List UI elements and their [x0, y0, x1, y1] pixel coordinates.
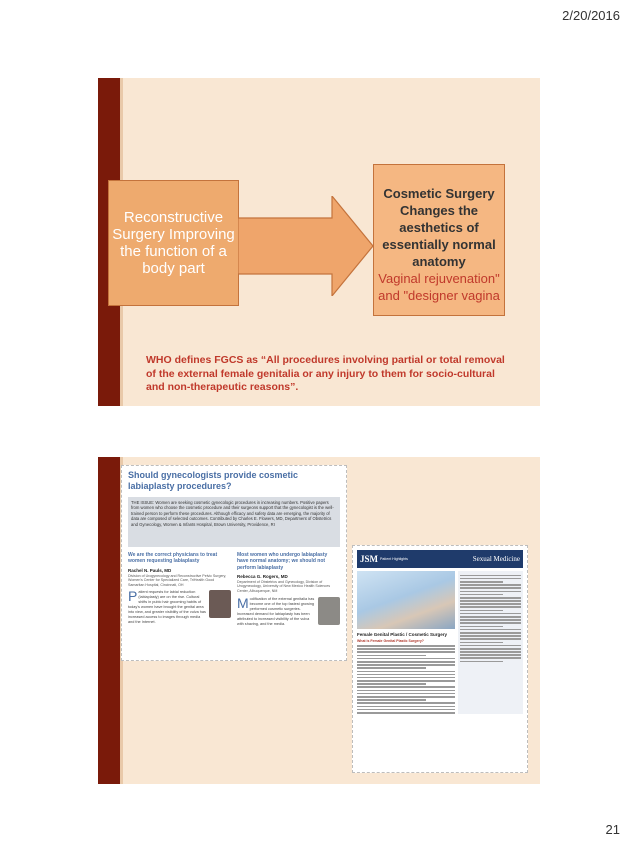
text-line [460, 587, 521, 589]
column-affiliation: Department of Obstetrics and Gynecology, Division of Urogynecology, University of New Mexico Health Sciences Center, Albuquerque, NM [237, 579, 331, 594]
text-line [460, 584, 521, 586]
article-column-con [237, 552, 340, 627]
text-line [460, 651, 521, 653]
text-line [460, 597, 521, 599]
article-question: What is Female Genital Plastic Surgery? [357, 639, 424, 644]
article-clipping-labiaplasty [121, 465, 347, 661]
text-line [460, 661, 503, 663]
text-line [357, 683, 426, 685]
text-line [460, 616, 521, 618]
drop-cap: M [237, 594, 249, 611]
journal-section: Patient Highlights [380, 556, 408, 561]
text-line [357, 680, 455, 682]
slide-accent-bar [98, 457, 120, 784]
author-photo [318, 597, 340, 625]
column-body-text: atient requests for labial reduction (labiaplasty) are on the rise. Cultural shifts in pubic hair grooming habits of today's women have brought the genital area into view, and greater visibility of the vulva has increased access to images through media and the Internet. [128, 590, 206, 625]
text-line [460, 632, 521, 634]
cosmetic-surgery-box [373, 164, 505, 316]
text-line [357, 712, 455, 714]
text-line [460, 613, 521, 615]
column-affiliation: Division of Urogynecology and Reconstructive Pelvic Surgery, Women's Center for Specialized Care, TriHealth Good Samaritan Hospital, Cincinnati, OH [128, 573, 227, 587]
text-line [357, 706, 455, 708]
text-line [460, 594, 503, 596]
date-label: 2/20/2016 [562, 8, 620, 23]
slide-2 [98, 457, 540, 784]
text-line [460, 610, 503, 612]
text-line [460, 591, 521, 593]
author-photo [209, 590, 231, 618]
reconstructive-surgery-text: Reconstructive Surgery Improving the function of a body part [112, 209, 235, 277]
text-line [460, 619, 521, 621]
text-line [357, 661, 455, 663]
text-line [357, 709, 455, 711]
text-line [357, 651, 455, 653]
text-line [357, 686, 455, 688]
text-line [460, 629, 521, 631]
article-abstract: THE ISSUE: Women are seeking cosmetic gynecologic procedures in increasing numbers. Positive papers from women who choose the cosmetic procedure and their surgeons support that the gynecologist is the well-trained person to perform these procedures. Although efficacy and safety data are emerging, the majority of data are composed of selected outcomes. Contributed by Charles E. Flowers, MD, Department of Obstetrics and Gynecology, Women & Infants Hospital, Brown University, Providence, RI [128, 497, 340, 547]
cosmetic-surgery-examples: Vaginal rejuvenation" and "designer vagina [378, 271, 500, 303]
text-line [460, 657, 521, 659]
page-number: 21 [605, 822, 620, 837]
jsm-patient-highlights-page [352, 545, 528, 773]
slide-1 [98, 78, 540, 406]
cosmetic-surgery-title: Cosmetic Surgery Changes the aesthetics of essentially normal anatomy [382, 186, 496, 269]
text-line [357, 696, 455, 698]
text-line [357, 690, 455, 692]
drop-cap: P [128, 588, 138, 605]
text-line [357, 674, 455, 676]
who-definition-quote: WHO defines FGCS as “All procedures involving partial or total removal of the external female genitalia or any injury to them for socio-cultural and non-therapeutic reasons”. [146, 354, 505, 393]
column-heading: We are the correct physicians to treat women requesting labiaplasty [128, 552, 218, 565]
text-line [357, 645, 455, 647]
text-line [357, 699, 426, 701]
text-line [460, 578, 521, 580]
text-line [357, 664, 455, 666]
text-line [460, 603, 521, 605]
text-line [357, 667, 426, 669]
text-line [460, 635, 521, 637]
article-title: Female Genital Plastic / Cosmetic Surgery [357, 632, 448, 637]
text-line [460, 645, 521, 647]
text-line [357, 693, 455, 695]
reconstructive-surgery-box [108, 180, 239, 306]
sidebar-column [458, 571, 523, 714]
column-author: Rebecca G. Rogers, MD [237, 573, 288, 579]
article-column-pro [128, 552, 231, 627]
text-line [460, 654, 521, 656]
text-line [460, 575, 521, 577]
journal-name: Sexual Medicine [472, 555, 520, 563]
text-line [357, 702, 455, 704]
text-line [460, 638, 521, 640]
column-body-text: odification of the external genitalia has become one of the top fastest growing performed cosmetic surgeries. Increased demand for labiaplasty has been attributed to increased visibility of the vulva with shaving, and the media. [237, 596, 315, 626]
text-line [357, 658, 455, 660]
column-heading: Most women who undergo labiaplasty have normal anatomy; we should not perform labiaplasty [237, 552, 328, 571]
article-title: Should gynecologists provide cosmetic labiaplasty procedures? [128, 470, 299, 491]
text-line [460, 581, 503, 583]
column-author: Rachel N. Pauls, MD [128, 567, 172, 573]
text-line [460, 642, 503, 644]
text-line [357, 671, 455, 673]
text-line [460, 626, 503, 628]
text-line [357, 655, 426, 657]
text-line [460, 600, 521, 602]
journal-header [357, 550, 523, 568]
journal-logo: JSM [360, 554, 378, 564]
text-line [460, 606, 521, 608]
text-line [357, 677, 455, 679]
text-line [460, 622, 521, 624]
text-line [460, 648, 521, 650]
text-line [357, 648, 455, 650]
arrow-right-icon [238, 196, 388, 296]
couple-photo [357, 571, 455, 629]
